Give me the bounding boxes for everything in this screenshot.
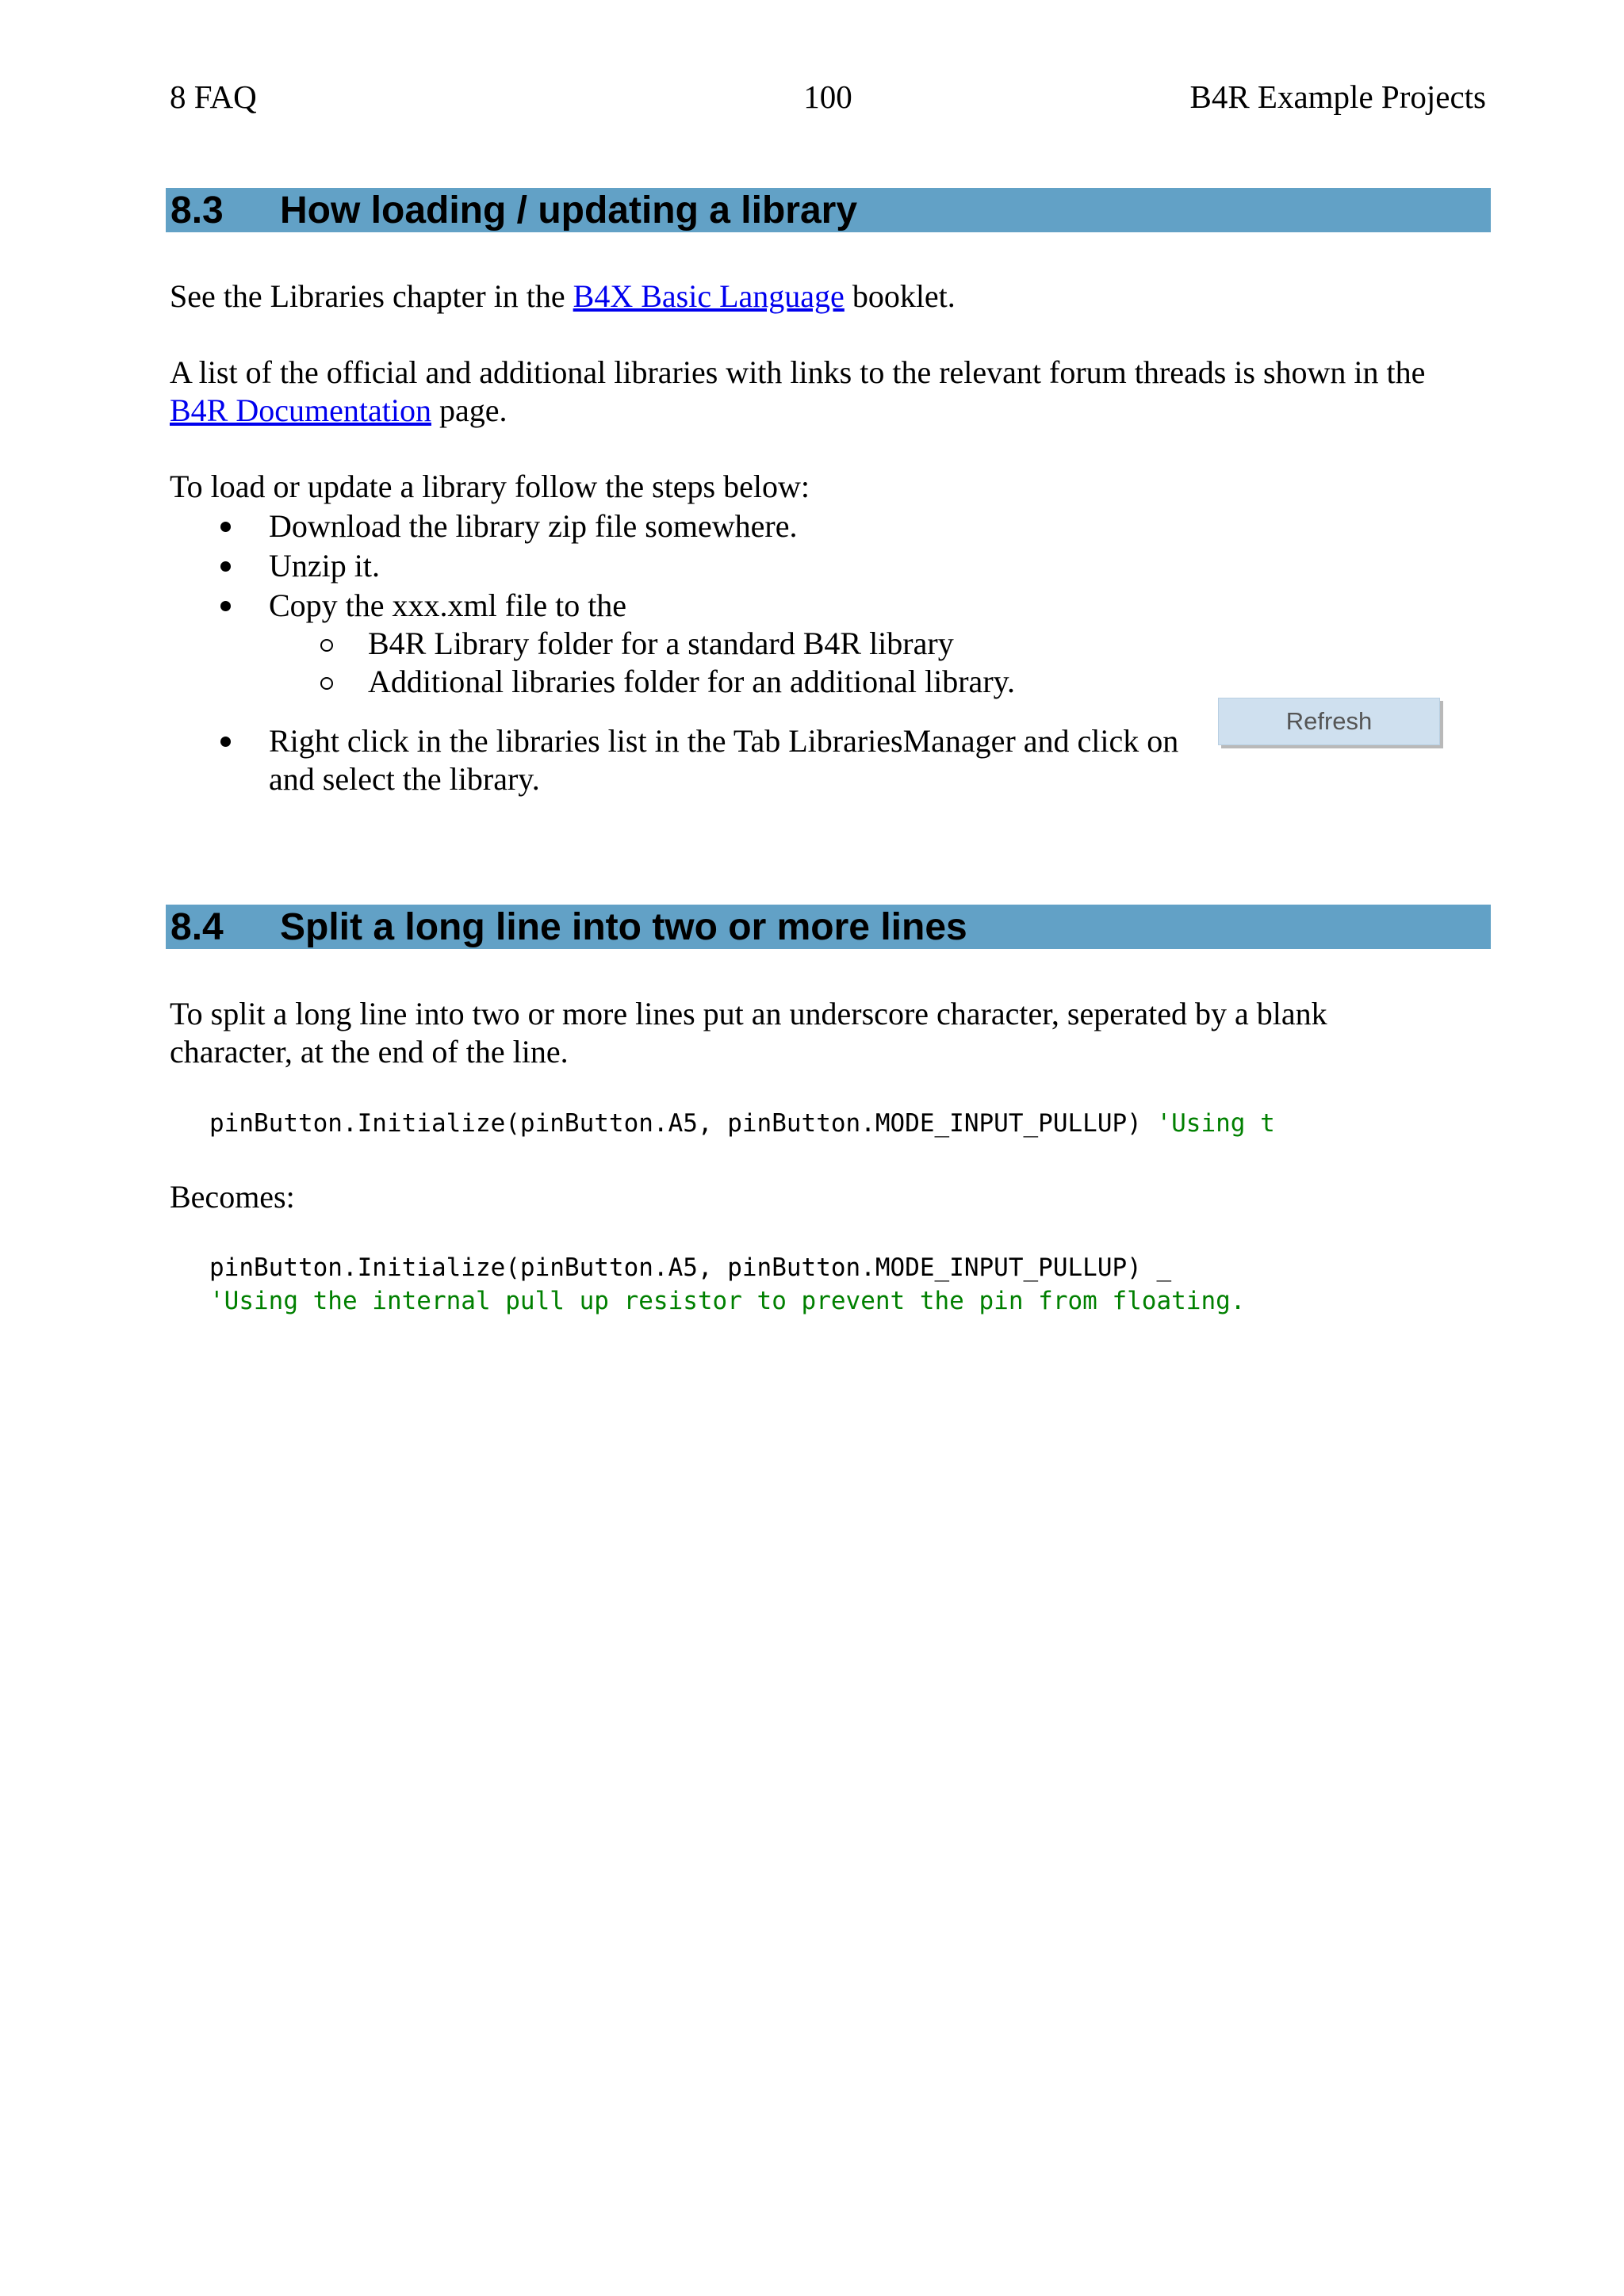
link-b4x-basic-language[interactable]: B4X Basic Language bbox=[573, 278, 845, 314]
bullet-circle bbox=[320, 639, 333, 652]
code-example-split-line2 bbox=[209, 1284, 1245, 1318]
refresh-button[interactable]: Refresh bbox=[1218, 698, 1440, 745]
bullet-dot bbox=[220, 561, 231, 572]
code-text: pinButton.Initialize(pinButton.A5, pinButton.MODE_INPUT_PULLUP) _ bbox=[209, 1253, 1172, 1282]
section-number: 8.4 bbox=[170, 906, 224, 948]
link-b4r-documentation[interactable]: B4R Documentation bbox=[170, 392, 431, 428]
paragraph-libraries-chapter bbox=[170, 277, 1502, 316]
paragraph-becomes bbox=[170, 1178, 1502, 1216]
list-item-text: Unzip it. bbox=[269, 548, 380, 584]
paragraph-split-line2 bbox=[170, 1033, 1502, 1071]
section-title: How loading / updating a library bbox=[280, 189, 858, 232]
section-number: 8.3 bbox=[170, 189, 224, 232]
list-item-text: Download the library zip file somewhere. bbox=[269, 508, 798, 544]
text: page. bbox=[431, 392, 508, 428]
text: character, at the end of the line. bbox=[170, 1034, 569, 1070]
text: To load or update a library follow the steps below: bbox=[170, 469, 810, 504]
bullet-dot bbox=[220, 737, 231, 747]
paragraph-library-list-line1 bbox=[170, 354, 1502, 392]
section-title: Split a long line into two or more lines bbox=[280, 906, 967, 948]
bullet-circle bbox=[320, 677, 333, 690]
header-book-title: B4R Example Projects bbox=[1189, 78, 1486, 115]
list-item-text: Additional libraries folder for an additional library. bbox=[368, 664, 1016, 699]
bullet-dot bbox=[220, 601, 231, 611]
code-text: pinButton.Initialize(pinButton.A5, pinButton.MODE_INPUT_PULLUP) bbox=[209, 1109, 1157, 1138]
code-comment: 'Using t bbox=[1156, 1109, 1275, 1138]
paragraph-steps-intro bbox=[170, 468, 1502, 506]
header-chapter: 8 FAQ bbox=[170, 78, 257, 115]
list-item-text: B4R Library folder for a standard B4R library bbox=[368, 626, 954, 661]
bullet-dot bbox=[220, 522, 231, 532]
header-page-number: 100 bbox=[803, 78, 852, 115]
list-item-text: Copy the xxx.xml file to the bbox=[269, 587, 627, 623]
code-example-single-line bbox=[209, 1107, 1275, 1140]
list-item-text: and select the library. bbox=[269, 761, 540, 797]
text: To split a long line into two or more lines put an underscore character, seperated by a blank bbox=[170, 996, 1327, 1031]
code-example-split-line1 bbox=[209, 1251, 1171, 1284]
section-heading-8-4 bbox=[166, 905, 1491, 949]
paragraph-split-line1 bbox=[170, 995, 1502, 1033]
page-header bbox=[170, 73, 1486, 121]
text: A list of the official and additional libraries with links to the relevant forum threads is shown in the bbox=[170, 354, 1426, 390]
text: booklet. bbox=[844, 278, 956, 314]
list-item-text: Right click in the libraries list in the Tab LibrariesManager and click on bbox=[269, 723, 1179, 759]
text: Becomes: bbox=[170, 1179, 295, 1215]
paragraph-library-list-line2 bbox=[170, 392, 1502, 430]
section-heading-8-3 bbox=[166, 188, 1491, 232]
text: See the Libraries chapter in the bbox=[170, 278, 573, 314]
code-comment: 'Using the internal pull up resistor to prevent the pin from floating. bbox=[209, 1287, 1246, 1315]
